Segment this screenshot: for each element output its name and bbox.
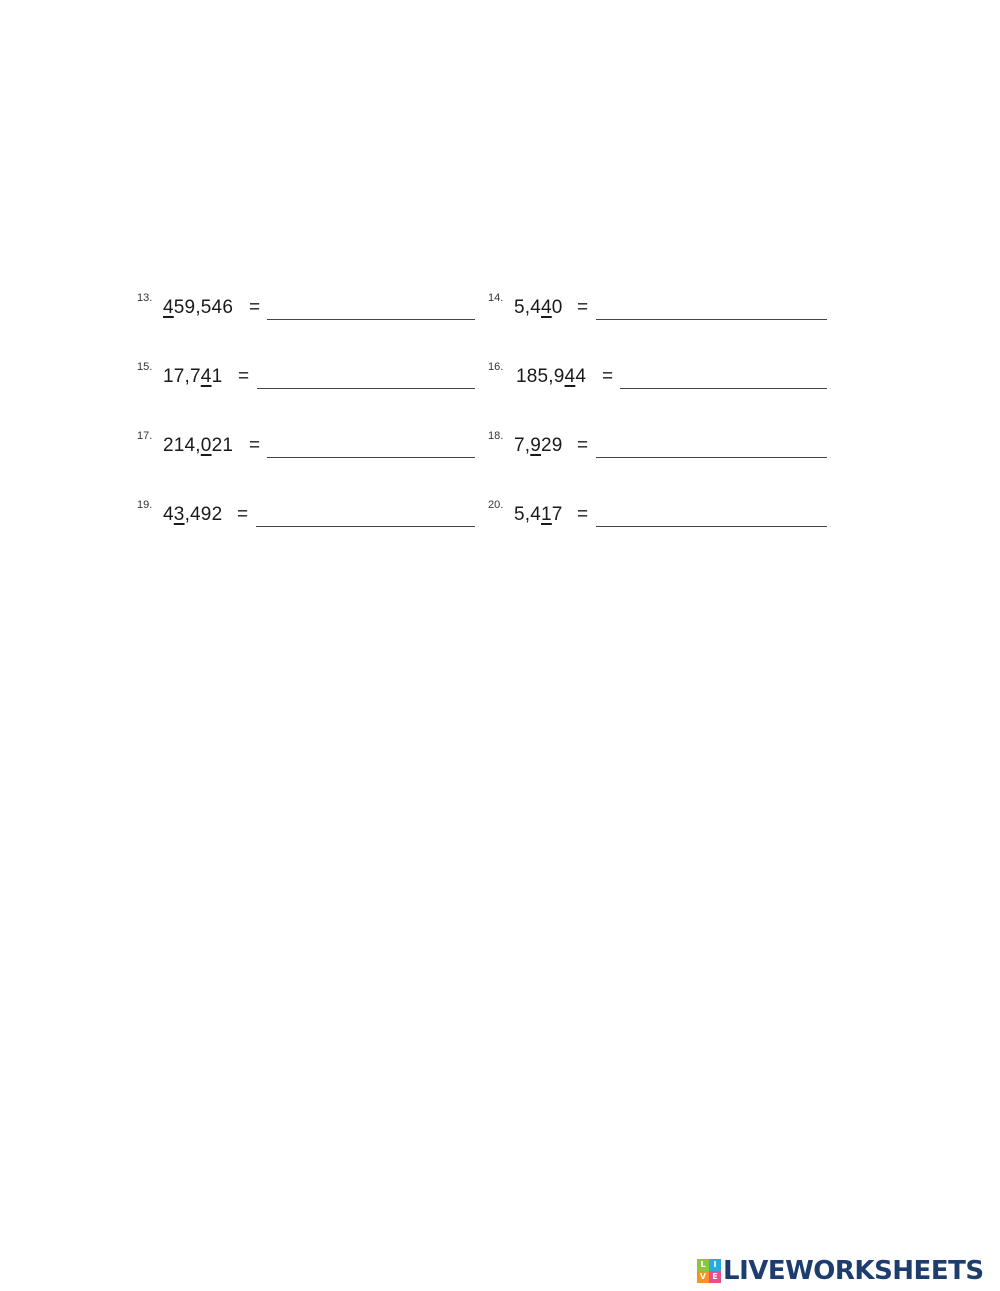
- equals-sign: =: [602, 366, 614, 387]
- equals-sign: =: [577, 435, 589, 456]
- equals-sign: =: [577, 297, 589, 318]
- equals-sign: =: [249, 435, 261, 456]
- live-logo-icon: [697, 1259, 721, 1283]
- answer-line: [620, 388, 827, 389]
- equals-sign: =: [577, 504, 589, 525]
- logo-letter: V: [697, 1271, 709, 1283]
- number-expression: 7,929: [514, 435, 563, 456]
- problem-13: [137, 293, 477, 323]
- number-expression: 459,546: [163, 297, 234, 318]
- answer-input[interactable]: [620, 365, 827, 387]
- number-expression: 5,440: [514, 297, 563, 318]
- underlined-digit: 1: [541, 504, 552, 525]
- problem-number: 18.: [488, 430, 504, 442]
- problem-17: [137, 431, 477, 461]
- number-expression: 17,741: [163, 366, 223, 387]
- logo-letter: E: [709, 1271, 721, 1283]
- equals-sign: =: [237, 504, 249, 525]
- answer-line: [267, 319, 475, 320]
- problem-number: 13.: [137, 292, 153, 304]
- problem-number: 20.: [488, 499, 504, 511]
- number-expression: 43,492: [163, 504, 223, 525]
- logo-text: LIVEWORKSHEETS: [723, 1256, 984, 1286]
- problem-20: [488, 500, 828, 530]
- answer-input[interactable]: [596, 434, 827, 456]
- problem-number: 14.: [488, 292, 504, 304]
- answer-line: [596, 319, 827, 320]
- answer-line: [596, 457, 827, 458]
- problem-16: [488, 362, 828, 392]
- underlined-digit: 3: [173, 504, 185, 525]
- underlined-digit: 4: [163, 297, 174, 318]
- answer-line: [267, 457, 475, 458]
- answer-input[interactable]: [256, 503, 475, 525]
- underlined-digit: 4: [200, 366, 212, 387]
- problem-number: 17.: [137, 430, 153, 442]
- problem-14: [488, 293, 828, 323]
- answer-input[interactable]: [257, 365, 475, 387]
- logo-letter: L: [697, 1259, 709, 1271]
- answer-line: [256, 526, 475, 527]
- underlined-digit: 0: [200, 435, 212, 456]
- underlined-digit: 9: [530, 435, 542, 456]
- answer-input[interactable]: [596, 503, 827, 525]
- problem-18: [488, 431, 828, 461]
- answer-line: [257, 388, 475, 389]
- logo-letter: I: [709, 1259, 721, 1271]
- problem-number: 19.: [137, 499, 153, 511]
- underlined-digit: 4: [564, 366, 576, 387]
- underlined-digit: 4: [541, 297, 552, 318]
- number-expression: 5,417: [514, 504, 563, 525]
- number-expression: 185,944: [516, 366, 587, 387]
- problem-number: 15.: [137, 361, 153, 373]
- liveworksheets-logo: [697, 1256, 984, 1286]
- problem-number: 16.: [488, 361, 504, 373]
- equals-sign: =: [238, 366, 250, 387]
- number-expression: 214,021: [163, 435, 234, 456]
- answer-line: [596, 526, 827, 527]
- answer-input[interactable]: [596, 296, 827, 318]
- answer-input[interactable]: [267, 296, 475, 318]
- problem-19: [137, 500, 477, 530]
- equals-sign: =: [249, 297, 261, 318]
- answer-input[interactable]: [267, 434, 475, 456]
- problem-15: [137, 362, 477, 392]
